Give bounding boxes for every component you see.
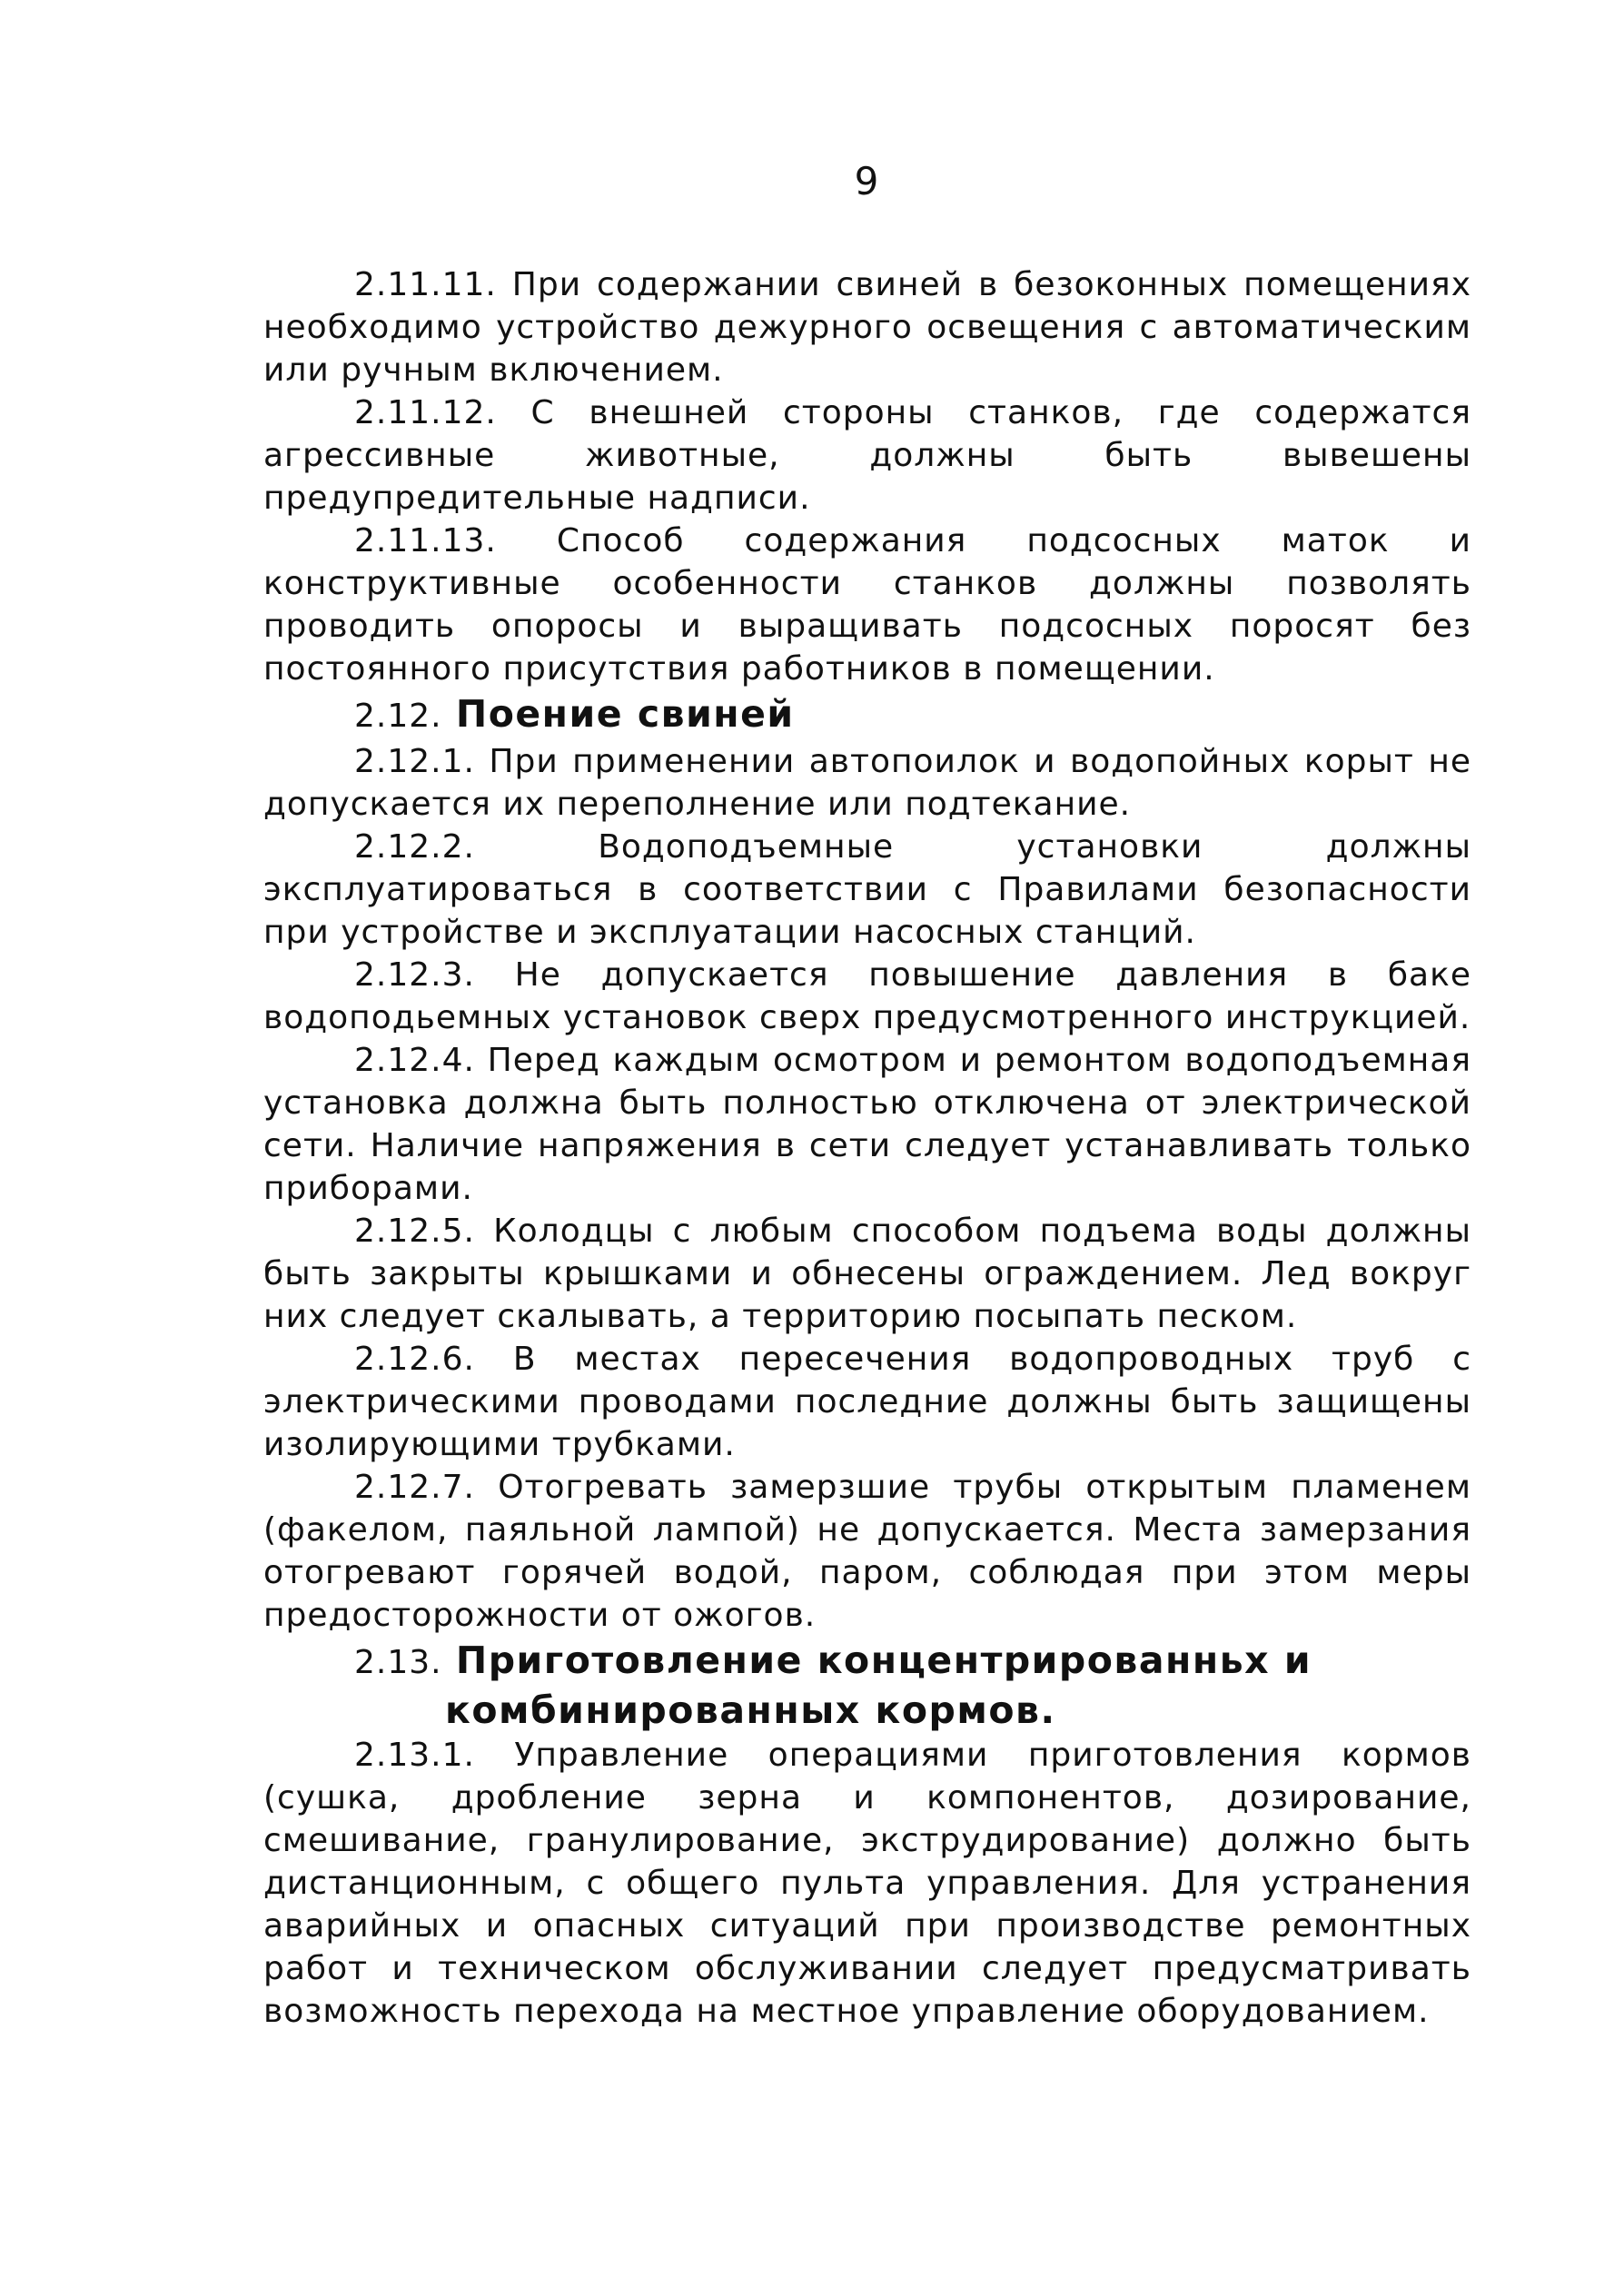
section-title-line1: Приготовление концентрированньх и — [455, 1638, 1312, 1682]
paragraph-2-12-6: 2.12.6. В местах пересечения водопроводных труб с электрическими проводами последние должны быть защищены изолирующими трубками. — [263, 1341, 1471, 1463]
paragraph-2-12-2: 2.12.2. Водоподъемные установки должны эксплуатироваться в соответствии с Правилами безопасности при устройстве и эксплуатации насосных станций. — [263, 828, 1471, 951]
document-body — [263, 263, 1471, 2033]
paragraph-2-11-11: 2.11.11. При содержании свиней в безоконных помещениях необходимо устройство дежурного освещения с автоматическим или ручным включением. — [263, 266, 1471, 389]
section-number: 2.13. — [354, 1644, 442, 1681]
paragraph-2-12-7: 2.12.7. Отогревать замерзшие трубы открытым пламенем (факелом, паяльной лампой) не допускается. Места замерзания отогревают горячей водой, паром, соблюдая при этом меры предосторожности от ожогов. — [263, 1469, 1471, 1634]
section-heading-2-13 — [263, 1637, 1471, 1687]
paragraph-2-11-12: 2.11.12. С внешней стороны станков, где содержатся агрессивные животные, должны быть вывешены предупредительные надписи. — [263, 394, 1471, 517]
paragraph-2-12-3: 2.12.3. Не допускается повышение давления в баке водоподьемных установок сверх предусмотренного инструкцией. — [263, 956, 1471, 1036]
paragraph-2-12-1: 2.12.1. При применении автопоилок и водопойных корыт не допускается их переполнение или подтекание. — [263, 743, 1471, 823]
section-title: Поение свиней — [455, 692, 795, 736]
paragraph-2-12-5: 2.12.5. Колодцы с любым способом подъема воды должны быть закрыты крышками и обнесены ограждением. Лед вокруг них следует скалывать, а территорию посыпать песком. — [263, 1213, 1471, 1335]
paragraph-2-11-13: 2.11.13. Способ содержания подсосных маток и конструктивные особенности станков должны позволять проводить опоросы и выращивать подсосных поросят без постоянного присутствия работников в помещении. — [263, 522, 1471, 688]
paragraph-2-12-4: 2.12.4. Перед каждым осмотром и ремонтом водоподъемная установка должна быть полностью отключена от электрической сети. Наличие напряжения в сети следует устанавливать только приборами. — [263, 1042, 1471, 1207]
section-heading-2-12 — [263, 690, 1471, 740]
paragraph-2-13-1: 2.13.1. Управление операциями приготовления кормов (сушка, дробление зерна и компонентов, дозирование, смешивание, гранулирование, экструдирование) должно быть дистанционным, с общего пульта управления. Для устранения аварийных и опасных ситуаций при производстве ремонтных работ и техническом обслуживании следует предусматривать возможность перехода на местное управление оборудованием. — [263, 1737, 1471, 2030]
section-title-line2: комбинированных кормов. — [445, 1688, 1056, 1732]
section-number: 2.12. — [354, 698, 442, 735]
page-number: 9 — [854, 159, 879, 203]
